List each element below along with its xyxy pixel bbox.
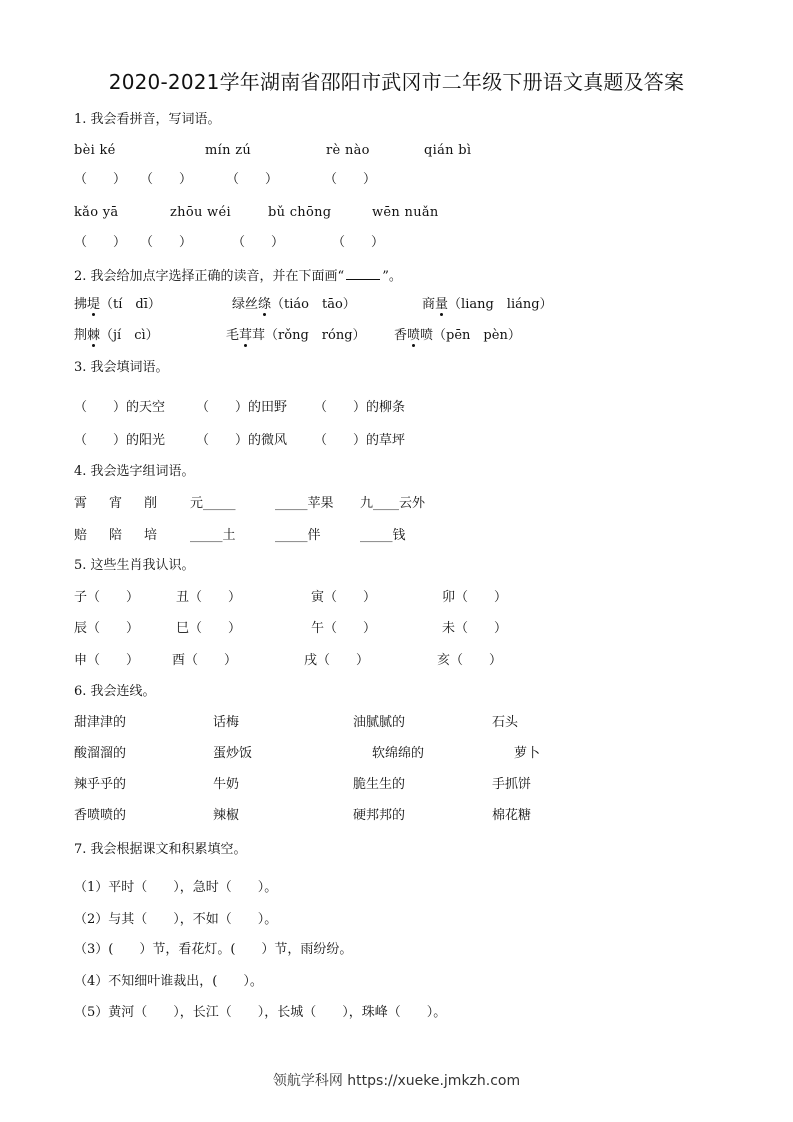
q6-word[interactable]: 酸溜溜的 — [74, 746, 127, 761]
q2-underline-sample — [346, 267, 380, 280]
q4-char: 削 — [144, 496, 158, 511]
q6-word[interactable]: 蛋炒饭 — [213, 746, 253, 761]
q2-heading-text: 2. 我会给加点字选择正确的读音，并在下面画“ — [74, 269, 345, 284]
q1-blank[interactable]: （ ） — [140, 172, 193, 187]
q3-blank[interactable]: （ ）的阳光 — [74, 433, 166, 448]
q1-blank[interactable]: （ ） — [226, 172, 279, 187]
q5-zodiac[interactable]: 丑（ ） — [176, 590, 242, 605]
q2-item[interactable]: 拂堤（tí dī） — [74, 297, 161, 312]
q4-blank[interactable]: 元_____ — [190, 496, 236, 511]
q3-heading: 3. 我会填词语。 — [74, 360, 169, 375]
q1-blank[interactable]: （ ） — [140, 235, 193, 250]
q6-word[interactable]: 石头 — [492, 715, 519, 730]
q3-blank[interactable]: （ ）的草坪 — [314, 433, 406, 448]
q5-zodiac[interactable]: 寅（ ） — [311, 590, 377, 605]
q7-item[interactable]: （4）不知细叶谁裁出，( ）。 — [74, 974, 263, 989]
page-footer-watermark: 领航学科网 https://xueke.jmkzh.com — [272, 1073, 521, 1089]
q5-zodiac[interactable]: 未（ ） — [442, 621, 508, 636]
q5-zodiac[interactable]: 子（ ） — [74, 590, 140, 605]
q1-blank[interactable]: （ ） — [74, 235, 127, 250]
q2-item[interactable]: 毛茸茸（rǒng róng） — [226, 328, 366, 343]
q1-blank[interactable]: （ ） — [332, 235, 385, 250]
q7-item[interactable]: （3）( ）节，看花灯。( ）节，雨纷纷。 — [74, 942, 353, 957]
q1-pinyin: rè nào — [326, 143, 370, 158]
q6-word[interactable]: 香喷喷的 — [74, 808, 127, 823]
q6-word[interactable]: 甜津津的 — [74, 715, 127, 730]
q1-blank[interactable]: （ ） — [232, 235, 285, 250]
q4-blank[interactable]: _____钱 — [360, 528, 406, 543]
q5-zodiac[interactable]: 午（ ） — [311, 621, 377, 636]
q3-blank[interactable]: （ ）的微风 — [196, 433, 288, 448]
q4-heading: 4. 我会选字组词语。 — [74, 464, 195, 479]
q1-pinyin: kǎo yā — [74, 205, 119, 220]
q5-zodiac[interactable]: 酉（ ） — [172, 653, 238, 668]
q6-word[interactable]: 话梅 — [213, 715, 240, 730]
q1-pinyin: mín zú — [205, 143, 252, 158]
q7-item[interactable]: （5）黄河（ ），长江（ ），长城（ ），珠峰（ ）。 — [74, 1005, 447, 1020]
q6-word[interactable]: 脆生生的 — [353, 777, 406, 792]
q5-zodiac[interactable]: 戌（ ） — [304, 653, 370, 668]
q6-word[interactable]: 牛奶 — [213, 777, 240, 792]
q4-blank[interactable]: 九____云外 — [360, 496, 426, 511]
q5-zodiac[interactable]: 卯（ ） — [442, 590, 508, 605]
q6-heading: 6. 我会连线。 — [74, 684, 156, 699]
q5-zodiac[interactable]: 巳（ ） — [176, 621, 242, 636]
q2-item[interactable]: 香喷喷（pēn pèn） — [394, 328, 521, 343]
q6-word[interactable]: 手抓饼 — [492, 777, 532, 792]
q6-word[interactable]: 辣乎乎的 — [74, 777, 127, 792]
q4-char: 霄 — [74, 496, 88, 511]
q6-word[interactable]: 硬邦邦的 — [353, 808, 406, 823]
q1-pinyin: wēn nuǎn — [372, 205, 439, 220]
q4-blank[interactable]: _____土 — [190, 528, 236, 543]
q2-item[interactable]: 商量（liang liáng） — [422, 297, 553, 312]
q5-zodiac[interactable]: 申（ ） — [74, 653, 140, 668]
q4-char: 培 — [144, 528, 158, 543]
q1-pinyin: qián bì — [424, 143, 472, 158]
q4-blank[interactable]: _____苹果 — [275, 496, 334, 511]
q2-heading-end: ”。 — [382, 269, 402, 284]
q3-blank[interactable]: （ ）的天空 — [74, 400, 166, 415]
q6-word[interactable]: 棉花糖 — [492, 808, 532, 823]
q4-blank[interactable]: _____伴 — [275, 528, 321, 543]
q2-item[interactable]: 荆棘（jí cì） — [74, 328, 159, 343]
q6-word[interactable]: 辣椒 — [213, 808, 240, 823]
q7-item[interactable]: （1）平时（ ），急时（ ）。 — [74, 880, 278, 895]
q6-word[interactable]: 软绵绵的 — [372, 746, 425, 761]
q1-blank[interactable]: （ ） — [324, 172, 377, 187]
q2-item[interactable]: 绿丝绦（tiáo tāo） — [232, 297, 356, 312]
q4-char: 宵 — [109, 496, 123, 511]
q1-pinyin: bèi ké — [74, 143, 116, 158]
q6-word[interactable]: 油腻腻的 — [353, 715, 406, 730]
q1-pinyin: bǔ chōng — [268, 205, 332, 220]
q4-char: 赔 — [74, 528, 88, 543]
page-title: 2020-2021学年湖南省邵阳市武冈市二年级下册语文真题及答案 — [108, 70, 685, 94]
q3-blank[interactable]: （ ）的田野 — [196, 400, 288, 415]
q1-heading: 1. 我会看拼音，写词语。 — [74, 112, 221, 127]
q1-blank[interactable]: （ ） — [74, 172, 127, 187]
q6-word[interactable]: 萝卜 — [514, 746, 541, 761]
q5-zodiac[interactable]: 亥（ ） — [437, 653, 503, 668]
q5-zodiac[interactable]: 辰（ ） — [74, 621, 140, 636]
q7-heading: 7. 我会根据课文和积累填空。 — [74, 842, 247, 857]
q1-pinyin: zhōu wéi — [170, 205, 231, 220]
q3-blank[interactable]: （ ）的柳条 — [314, 400, 406, 415]
q5-heading: 5. 这些生肖我认识。 — [74, 558, 195, 573]
q7-item[interactable]: （2）与其（ ），不如（ ）。 — [74, 912, 278, 927]
q2-heading — [74, 267, 402, 285]
q4-char: 陪 — [109, 528, 123, 543]
